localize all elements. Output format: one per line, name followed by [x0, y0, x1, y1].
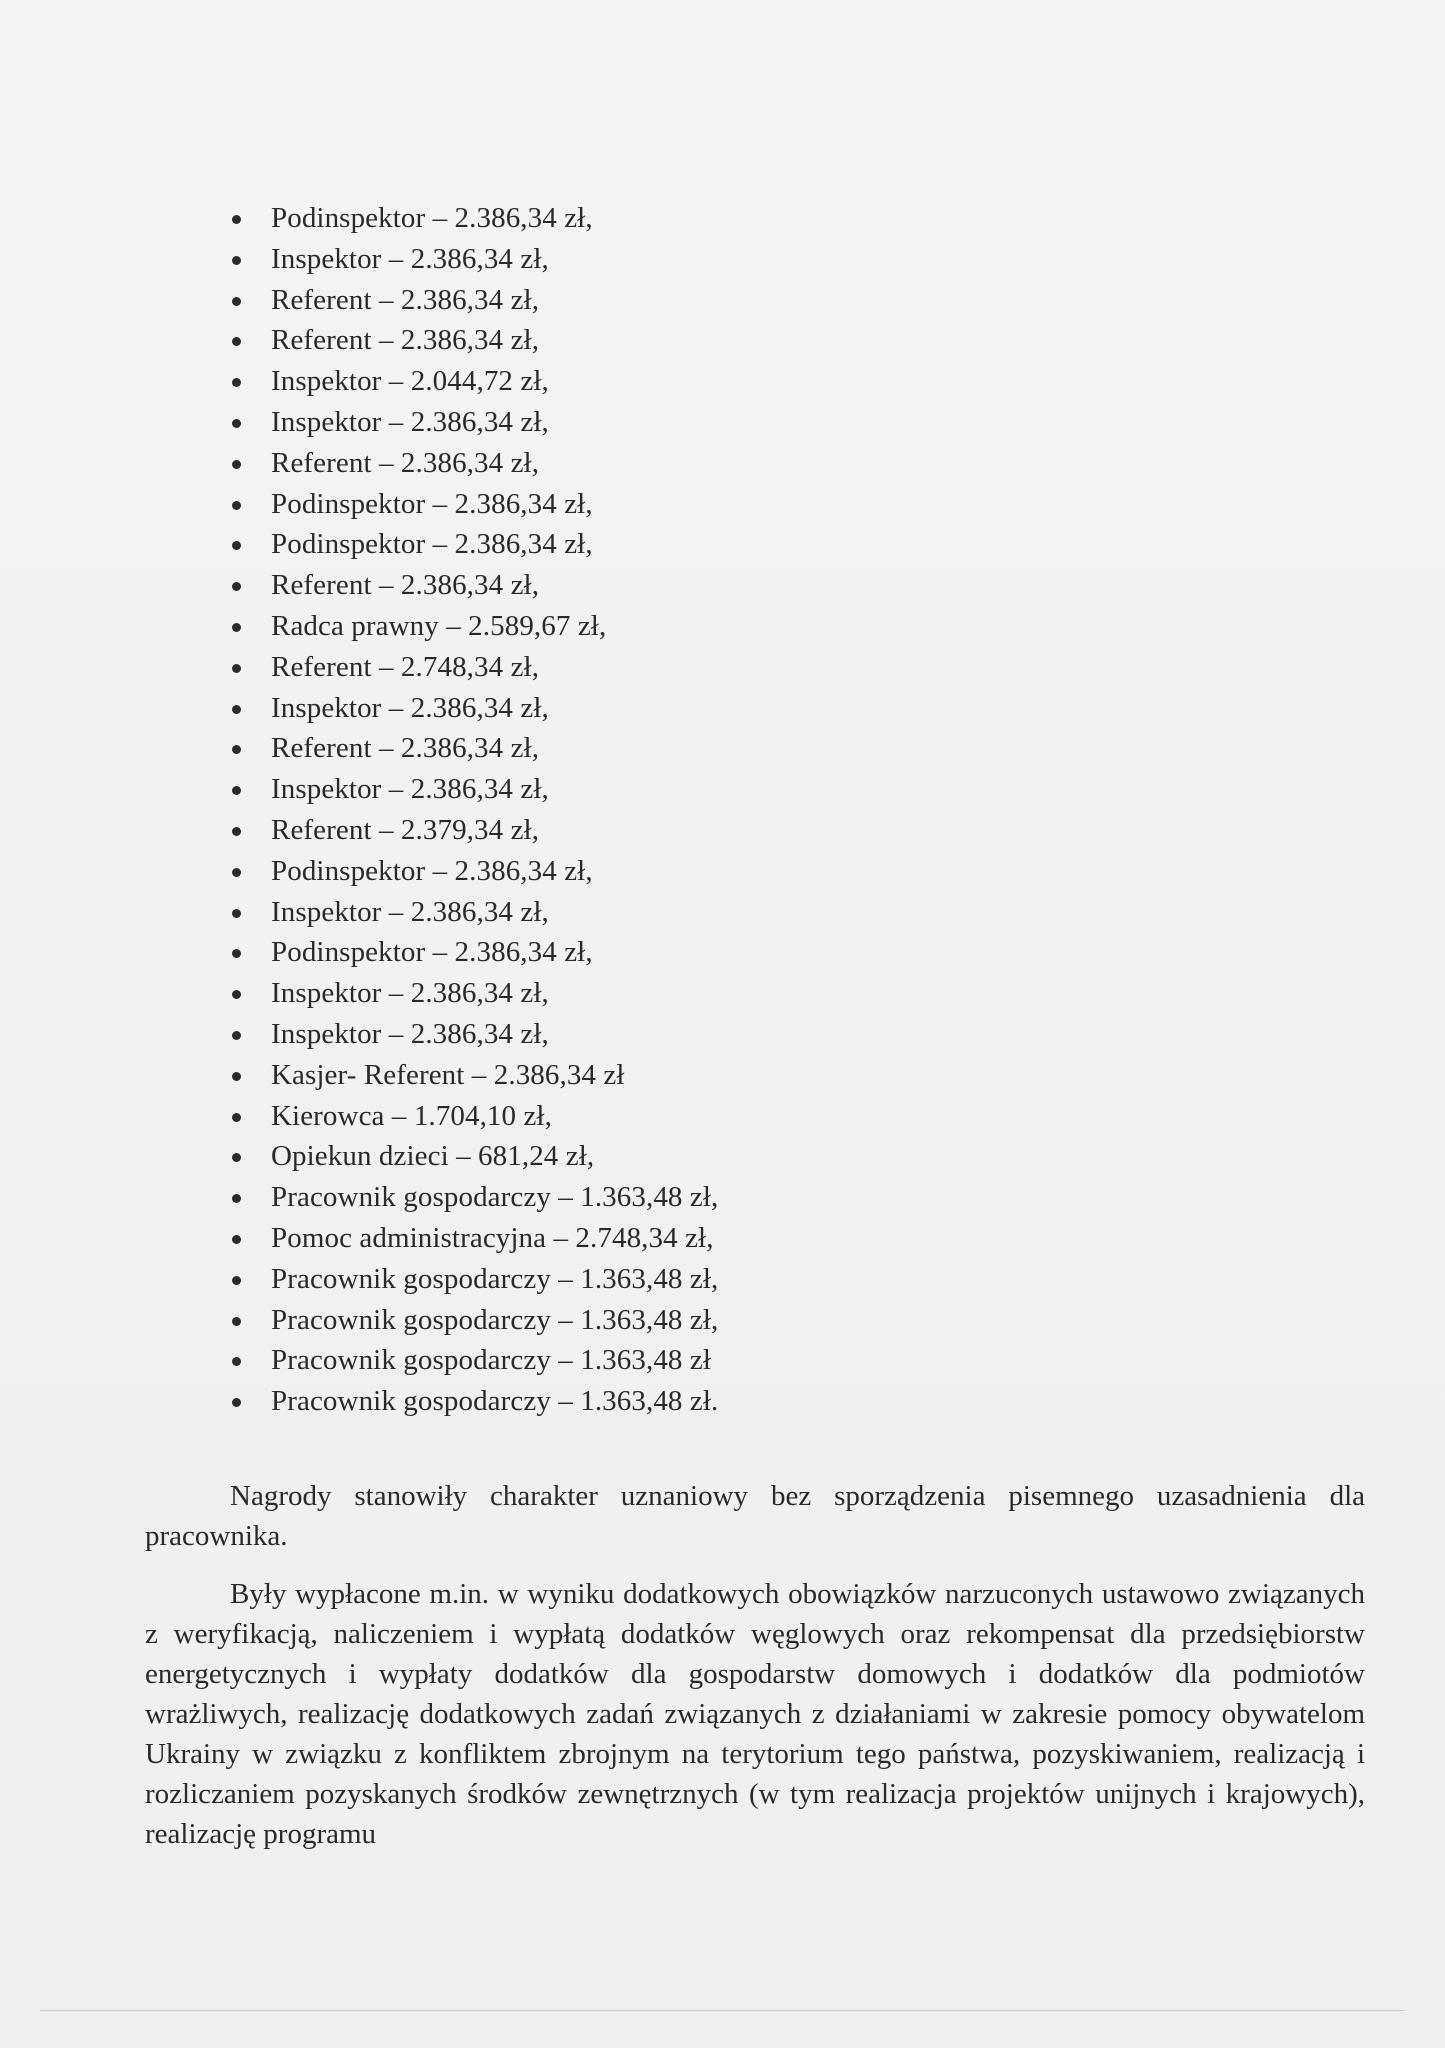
list-item	[229, 810, 1129, 851]
bonus-list	[229, 198, 1129, 1422]
bullet-icon	[232, 460, 241, 469]
list-item	[229, 443, 1129, 484]
bullet-icon	[232, 1153, 241, 1162]
bullet-icon	[232, 909, 241, 918]
bullet-icon	[232, 1235, 241, 1244]
list-item-text: Inspektor – 2.386,34 zł,	[271, 1017, 549, 1050]
bullet-icon	[232, 623, 241, 632]
bullet-icon	[232, 337, 241, 346]
list-item-text: Podinspektor – 2.386,34 zł,	[271, 936, 593, 969]
bullet-icon	[232, 297, 241, 306]
bullet-icon	[232, 949, 241, 958]
paragraph-awards-reasons: Były wypłacone m.in. w wyniku dodatkowych obowiązków narzuconych ustawowo związanych z weryfikacją, naliczeniem i wypłatą dodatków węglowych oraz rekompensat dla przedsiębiorstw energetycznych i wypłaty dodatków dla gospodarstw domowych i dodatków dla podmiotów wrażliwych, realizację dodatkowych zadań związanych z działaniami w zakresie pomocy obywatelom Ukrainy w związku z konfliktem zbrojnym na terytorium tego państwa, pozyskiwaniem, realizacją i rozliczaniem pozyskanych środków zewnętrznych (w tym realizacja projektów unijnych i krajowych), realizację programu	[145, 1578, 1365, 1850]
list-item	[229, 1014, 1129, 1055]
bullet-icon	[232, 827, 241, 836]
list-item-text: Podinspektor – 2.386,34 zł,	[271, 487, 593, 520]
list-item	[229, 647, 1129, 688]
list-item	[229, 524, 1129, 565]
bullet-icon	[232, 705, 241, 714]
list-item	[229, 1177, 1129, 1218]
bullet-icon	[232, 868, 241, 877]
list-item	[229, 1218, 1129, 1259]
list-item	[229, 973, 1129, 1014]
list-item-text: Radca prawny – 2.589,67 zł,	[271, 609, 607, 642]
list-item-text: Kasjer- Referent – 2.386,34 zł	[271, 1058, 625, 1091]
bullet-icon	[232, 1113, 241, 1122]
bullet-icon	[232, 1357, 241, 1366]
bullet-icon	[232, 1317, 241, 1326]
bullet-icon	[232, 541, 241, 550]
list-item-text: Referent – 2.386,34 zł,	[271, 324, 540, 357]
list-item-text: Pomoc administracyjna – 2.748,34 zł,	[271, 1221, 714, 1254]
bullet-icon	[232, 378, 241, 387]
bullet-icon	[232, 1398, 241, 1407]
bullet-icon	[232, 664, 241, 673]
list-item-text: Referent – 2.386,34 zł,	[271, 446, 540, 479]
list-item-text: Referent – 2.386,34 zł,	[271, 569, 540, 602]
list-item	[229, 769, 1129, 810]
list-item-text: Inspektor – 2.386,34 zł,	[271, 895, 549, 928]
bullet-icon	[232, 745, 241, 754]
list-item	[229, 320, 1129, 361]
list-item	[229, 1136, 1129, 1177]
list-item-text: Referent – 2.386,34 zł,	[271, 732, 540, 765]
bullet-icon	[232, 501, 241, 510]
bullet-icon	[232, 419, 241, 428]
paragraph-awards-discretionary: Nagrody stanowiły charakter uznaniowy bez sporządzenia pisemnego uzasadnienia dla pracownika.	[145, 1480, 1365, 1552]
bullet-icon	[232, 1194, 241, 1203]
list-item-text: Referent – 2.748,34 zł,	[271, 650, 540, 683]
list-item-text: Pracownik gospodarczy – 1.363,48 zł,	[271, 1181, 719, 1214]
bullet-icon	[232, 582, 241, 591]
bullet-icon	[232, 215, 241, 224]
bullet-icon	[232, 786, 241, 795]
list-item	[229, 892, 1129, 933]
list-item-text: Podinspektor – 2.386,34 zł,	[271, 528, 593, 561]
list-item-text: Inspektor – 2.386,34 zł,	[271, 405, 549, 438]
list-item	[229, 1340, 1129, 1381]
list-item-text: Inspektor – 2.386,34 zł,	[271, 977, 549, 1010]
list-item-text: Kierowca – 1.704,10 zł,	[271, 1099, 552, 1132]
list-item-text: Podinspektor – 2.386,34 zł,	[271, 854, 593, 887]
list-item-text: Pracownik gospodarczy – 1.363,48 zł.	[271, 1385, 719, 1418]
list-item-text: Pracownik gospodarczy – 1.363,48 zł	[271, 1344, 712, 1377]
list-item	[229, 402, 1129, 443]
bullet-icon	[232, 256, 241, 265]
list-item-text: Inspektor – 2.386,34 zł,	[271, 773, 549, 806]
list-item	[229, 1055, 1129, 1096]
list-item-text: Pracownik gospodarczy – 1.363,48 zł,	[271, 1262, 719, 1295]
list-item	[229, 280, 1129, 321]
list-item	[229, 565, 1129, 606]
list-item	[229, 1381, 1129, 1422]
bullet-icon	[232, 1031, 241, 1040]
list-item	[229, 688, 1129, 729]
list-item-text: Referent – 2.386,34 zł,	[271, 283, 540, 316]
list-item	[229, 1300, 1129, 1341]
bullet-icon	[232, 1276, 241, 1285]
bullet-icon	[232, 990, 241, 999]
list-item	[229, 239, 1129, 280]
list-item-text: Referent – 2.379,34 zł,	[271, 813, 540, 846]
list-item	[229, 484, 1129, 525]
bullet-icon	[232, 1072, 241, 1081]
list-item	[229, 851, 1129, 892]
list-item	[229, 1259, 1129, 1300]
list-item-text: Inspektor – 2.386,34 zł,	[271, 691, 549, 724]
list-item	[229, 1096, 1129, 1137]
list-item	[229, 198, 1129, 239]
list-item	[229, 361, 1129, 402]
footer-divider	[40, 2010, 1405, 2011]
list-item-text: Pracownik gospodarczy – 1.363,48 zł,	[271, 1303, 719, 1336]
list-item	[229, 932, 1129, 973]
list-item-text: Podinspektor – 2.386,34 zł,	[271, 202, 593, 234]
list-item	[229, 606, 1129, 647]
list-item-text: Inspektor – 2.044,72 zł,	[271, 365, 549, 398]
list-item-text: Inspektor – 2.386,34 zł,	[271, 242, 549, 275]
list-item-text: Opiekun dzieci – 681,24 zł,	[271, 1140, 595, 1173]
list-item	[229, 728, 1129, 769]
